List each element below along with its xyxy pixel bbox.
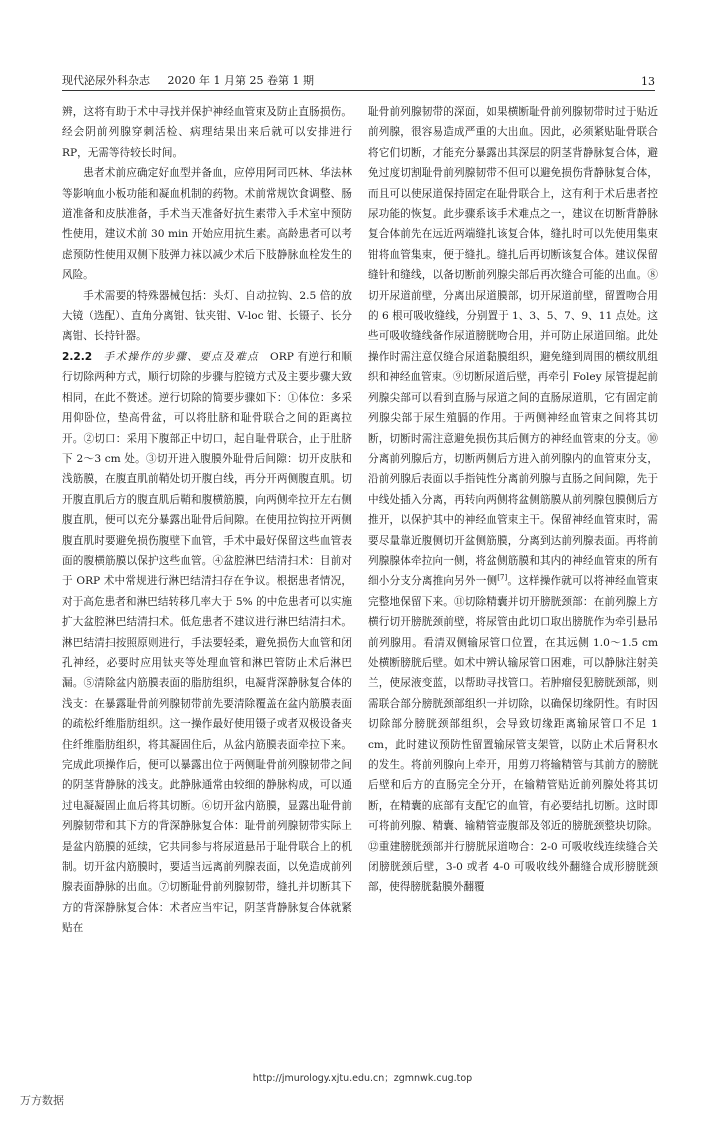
body-columns (62, 102, 658, 1092)
header-divider (62, 90, 655, 91)
section-number: 2.2.2 (62, 350, 93, 363)
watermark-text: 万方数据 (20, 1094, 64, 1107)
citation-ref: [7] (497, 573, 508, 582)
footer-url: http://jmurology.xjtu.edu.cn；zgmnwk.cug.top (252, 1073, 473, 1084)
paragraph: 手术需要的特殊器械包括：头灯、自动拉钩、2.5 倍的放大镜（选配）、直角分离钳、钛夹钳、V-loc 钳、长镊子、长分离钳、长持针器。 (62, 289, 352, 343)
section-paragraph (62, 347, 352, 939)
header-left (62, 72, 328, 88)
left-column (62, 102, 352, 1092)
section-body: ORP 有逆行和顺行切除两种方式，顺行切除的步骤与腔镜方式及主要步骤大致相同，在此不赘述。逆行切除的简要步骤如下：①体位：多采用仰卧位，垫高骨盆，可以将肚脐和耻骨联合之间的距离拉开。②切口：采用下腹部正中切口，起自耻骨联合，止于肚脐下 2～3 cm 处。③切开进入腹膜外耻骨后间隙：切开皮肤和浅筋膜，在腹直肌前鞘处切开腹白线，再分开两侧腹直肌。切开腹直肌后方的腹直肌后鞘和腹横筋膜，向两侧牵拉开左右侧腹直肌，便可以充分暴露出耻骨后间隙。在使用拉钩拉开两侧腹直肌时要避免损伤腹壁下血管，手术中最好保留这些血管表面的腹横筋膜以保护这些血管。④盆腔淋巴结清扫术：目前对于 ORP 术中常规进行淋巴结清扫存在争议。根据患者情况，对于高危患者和淋巴结转移几率大于 5% 的中危患者可以实施扩大盆腔淋巴结清扫术。低危患者不建议进行淋巴结清扫术。淋巴结清扫按照原则进行，手法要轻柔，避免损伤大血管和闭孔神经，必要时应用钛夹等处理血管和淋巴管防止术后淋巴漏。⑤清除盆内筋膜表面的脂肪组织，电凝背深静脉复合体的浅支：在暴露耻骨前列腺韧带前先要清除覆盖在盆内筋膜表面的疏松纤维脂肪组织。这一操作最好使用镊子或者双极设备夹住纤维脂肪组织，将其凝固住后，从盆内筋膜表面牵拉下来。完成此项操作后，便可以暴露出位于两侧耻骨前列腺韧带之间的阴茎背静脉的浅支。此静脉通常由较细的静脉构成，可以通过电凝凝固止血后将其切断。⑥切开盆内筋膜，显露出耻骨前列腺韧带和其下方的背深静脉复合体：耻骨前列腺韧带实际上是盆内筋膜的延续，它共同参与将尿道悬吊于耻骨联合上的机制。切开盆内筋膜时，要适当远离前列腺表面，以免造成前列腺表面静脉的出血。⑦切断耻骨前列腺韧带，缝扎并切断其下方的背深静脉复合体：术者应当牢记，阴茎背静脉复合体就紧贴在 (62, 350, 352, 935)
paragraph: 辨，这将有助于术中寻找并保护神经血管束及防止直肠损伤。经会阴前列腺穿刺活检、病理结果出来后就可以安排进行 RP，无需等待较长时间。 (62, 106, 352, 159)
page-number: 13 (641, 75, 655, 88)
paragraph (368, 102, 658, 898)
paragraph-text-tail: 。这样操作就可以将神经血管束完整地保留下来。⑪切除精囊并切开膀胱颈部：在前列腺上方横行切开膀胱颈前壁，将尿管由此切口取出膀胱作为牵引悬吊前列腺用。看清双侧输尿管口位置，在其远侧 1.0～1.5 cm 处横断膀胱后壁。如术中辨认输尿管口困难，可以静脉注射美兰，使尿液变蓝，以帮助寻找管口。若肿瘤侵犯膀胱颈部，则需联合部分膀胱颈部组织一并切除，以确保切缘阴性。有时因切除部分膀胱颈部组织，会导致切缘距离输尿管口不足 1 cm，此时建议预防性留置输尿管支架管，以防止术后肾积水的发生。将前列腺向上牵开，用剪刀将输精管与其前方的膀胱后壁和后方的直肠完全分开，在输精管贴近前列腺处将其切断，在精囊的底部有支配它的血管，有必要结扎切断。这时即可将前列腺、精囊、输精管壶腹部及邻近的膀胱颈整块切除。⑫重建膀胱颈部并行膀胱尿道吻合：2-0 可吸收线连续缝合关闭膀胱颈后壁，3-0 或者 4-0 可吸收线外翻缝合成形膀胱颈部，使得膀胱黏膜外翻覆 (368, 575, 658, 894)
issue-info: 2020 年 1 月第 25 卷第 1 期 (167, 74, 314, 87)
running-header (62, 68, 655, 88)
section-title: 手术操作的步骤、要点及难点 (103, 350, 260, 363)
paragraph: 患者术前应确定好血型并备血，应停用阿司匹林、华法林等影响血小板功能和凝血机制的药物。术前常规饮食调整、肠道准备和皮肤准备，手术当天准备好抗生素带入手术室中预防性使用，建议术前 30 min 开始应用抗生素。高龄患者可以考虑预防性使用双侧下肢弹力袜以减少术后下肢静脉血栓发生的风险。 (62, 167, 352, 282)
journal-name: 现代泌尿外科杂志 (62, 74, 150, 87)
paragraph-text: 耻骨前列腺韧带的深面，如果横断耻骨前列腺韧带时过于贴近前列腺，很容易造成严重的大出血。因此，必须紧贴耻骨联合将它们切断，才能充分暴露出其深层的阴茎背静脉复合体，避免过度切割耻骨前列腺韧带不但可以避免损伤背静脉复合体，而且可以使尿道保持固定在耻骨联合上，这有利于术后患者控尿功能的恢复。此步骤系该手术难点之一，建议在切断背静脉复合体前先在远近两端缝扎该复合体，缝扎时可以先使用集束钳将血管集束，便于缝扎。缝扎后再切断该复合体。建议保留缝针和缝线，以备切断前列腺尖部后再次缝合可能的出血。⑧切开尿道前壁，分离出尿道膜部，切开尿道前壁，留置吻合用的 6 根可吸收缝线，分别置于 1、3、5、7、9、11 点处。这些可吸收缝线备作尿道膀胱吻合用，并可防止尿道回缩。此处操作时需注意仅缝合尿道黏膜组织，避免缝到周围的横纹肌组织和神经血管束。⑨切断尿道后壁，再牵引 Foley 尿管提起前列腺尖部可以看到直肠与尿道之间的直肠尿道肌，它有固定前列腺尖部于尿生殖膈的作用。于两侧神经血管束之间将其切断，切断时需注意避免损伤其后侧方的神经血管束的分支。⑩分离前列腺后方，切断两侧后方进入前列腺内的血管束分支，沿前列腺后表面以手指钝性分离前列腺与直肠之间间隙，先于中线处插入分离，再转向两侧将盆侧筋膜从前列腺包膜侧后方推开，以保护其中的神经血管束主干。保留神经血管束时，需要尽量靠近腹侧切开盆侧筋膜，分离到达前列腺表面。再将前列腺腺体牵拉向一侧，将盆侧筋膜和其内的神经血管束的所有细小分支分离推向另外一侧 (368, 106, 658, 588)
right-column (368, 102, 658, 1092)
